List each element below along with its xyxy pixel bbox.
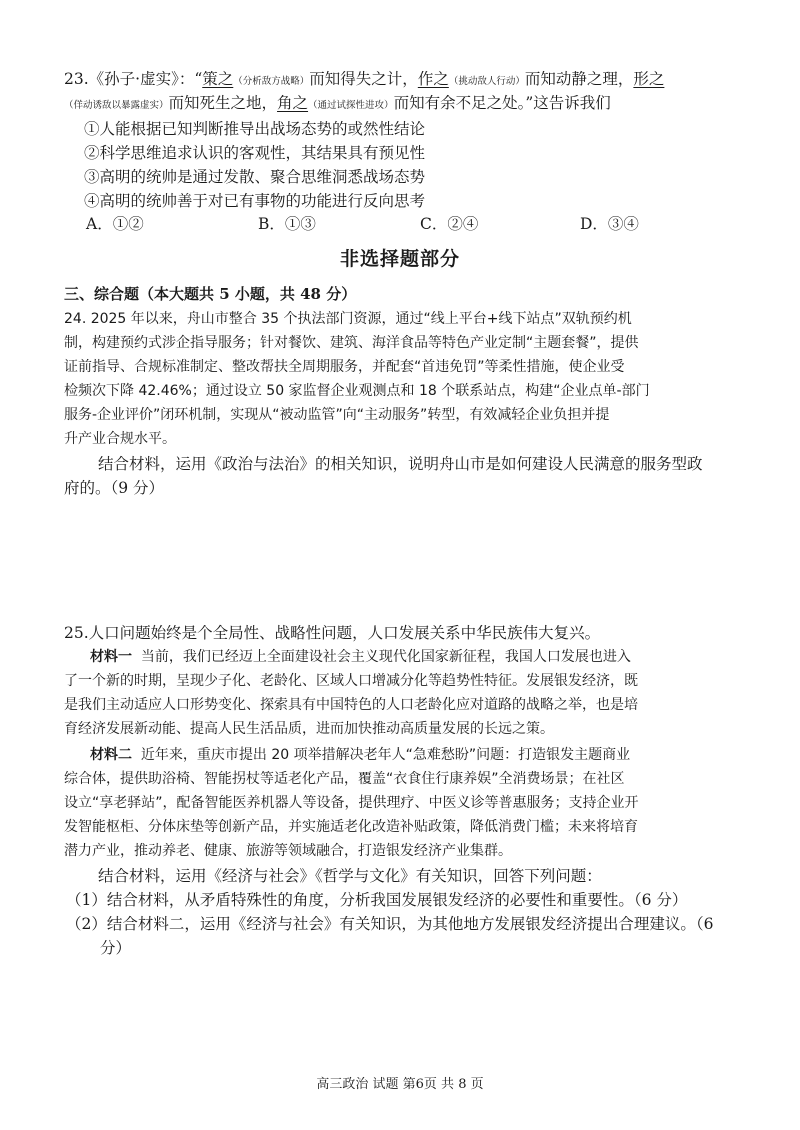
q24-task-2: 府的。（9 分）	[64, 479, 165, 497]
q25-material-2-line-1: 材料二 近年来，重庆市提出 20 项举措解决老年人“急难愁盼”问题：打造银发主题商业	[90, 747, 631, 763]
q23-term-1: 策之	[202, 70, 234, 88]
q23-item-4: ④高明的统帅善于对已有事物的功能进行反向思考	[84, 192, 426, 210]
q24-line-2: 制，构建预约式涉企指导服务；针对餐饮、建筑、海洋食品等特色产业定制“主题套餐”，提供	[64, 335, 639, 351]
q23-line-2: （佯动诱敌以暴露虚实）而知死生之地，角之（通过试探性进攻）而知有余不足之处。”这告诉我们	[64, 94, 611, 112]
q23-option-c[interactable]: C．②④	[420, 215, 479, 233]
q23-item-1: ①人能根据已知判断推导出战场态势的或然性结论	[84, 120, 426, 138]
q23-term-3: 形之	[633, 70, 665, 88]
q24-line-4: 检频次下降 42.46%；通过设立 50 家监督企业观测点和 18 个联系站点，构建“企业点单-部门	[64, 383, 650, 399]
q23-option-d[interactable]: D．③④	[580, 215, 639, 233]
q25-intro: 25.人口问题始终是个全局性、战略性问题，人口发展关系中华民族伟大复兴。	[64, 624, 601, 642]
q23-option-a[interactable]: A．①②	[86, 215, 144, 233]
q25-material-1-line-3: 是我们主动适应人口形势变化、探索具有中国特色的人口老龄化应对道路的战略之举，也是培	[64, 697, 638, 713]
q24-answer-area[interactable]	[64, 505, 744, 615]
q25-material-2-line-5: 潜力产业，推动养老、健康、旅游等领域融合，打造银发经济产业集群。	[64, 843, 512, 859]
q23-term-4: 角之	[277, 94, 309, 112]
q23-term-2: 作之	[417, 70, 449, 88]
q23-note-3: （佯动诱敌以暴露虚实）	[64, 100, 169, 111]
q25-sub-question-2a: （2）结合材料二，运用《经济与社会》有关知识，为其他地方发展银发经济提出合理建议。（6	[66, 915, 714, 933]
q25-task: 结合材料，运用《经济与社会》《哲学与文化》有关知识，回答下列问题：	[98, 867, 602, 885]
section-header: 三、综合题（本大题共 5 小题，共 48 分）	[64, 285, 357, 303]
q25-material-1-line-1: 材料一 当前，我们已经迈上全面建设社会主义现代化国家新征程，我国人口发展也进入	[90, 649, 631, 665]
q23-line-1: 23.《孙子·虚实》：“策之（分析敌方战略）而知得失之计，作之（挑动敌人行动）而知动静之理，形之	[64, 70, 665, 88]
q23-note-4: （通过试探性进攻）	[308, 100, 394, 111]
q25-material-2-line-3: 设立“享老驿站”，配备智能医养机器人等设备，提供理疗、中医义诊等普惠服务；支持企业开	[64, 795, 639, 811]
q25-material-1-line-4: 育经济发展新动能、提高人民生活品质，进而加快推动高质量发展的长远之策。	[64, 721, 554, 737]
q23-note-2: （挑动敌人行动）	[448, 76, 525, 87]
q24-line-6: 升产业合规水平。	[64, 431, 176, 447]
q25-sub-question-2b: 分）	[100, 939, 132, 957]
q25-material-2-line-4: 发智能枢柜、分体床垫等创新产品，并实施适老化改造补贴政策，降低消费门槛；未来将培育	[64, 819, 638, 835]
q25-material-1-line-2: 了一个新的时期，呈现少子化、老龄化、区域人口增减分化等趋势性特征。发展银发经济，既	[64, 673, 638, 689]
q23-item-3: ③高明的统帅是通过发散、聚合思维洞悉战场态势	[84, 168, 426, 186]
q24-line-5: 服务-企业评价”闭环机制，实现从“被动监管”向“主动服务”转型，有效减轻企业负担并提	[64, 407, 610, 423]
material-1-label: 材料一	[90, 649, 132, 665]
q25-material-2-line-2: 综合体，提供助浴椅、智能拐杖等适老化产品，覆盖“衣食住行康养娱”全消费场景；在社区	[64, 771, 625, 787]
q25-sub-question-1: （1）结合材料，从矛盾特殊性的角度，分析我国发展银发经济的必要性和重要性。（6 分）	[66, 891, 688, 909]
page-footer: 高三政治 试题 第6页 共 8 页	[316, 1077, 484, 1092]
q23-note-1: （分析敌方战略）	[233, 76, 310, 87]
q23-item-2: ②科学思维追求认识的客观性，其结果具有预见性	[84, 144, 426, 162]
q24-line-3: 证前指导、合规标准制定、整改帮扶全周期服务，并配套“首违免罚”等柔性措施，使企业受	[64, 359, 625, 375]
q24-line-1: 24. 2025 年以来，舟山市整合 35 个执法部门资源，通过“线上平台+线下站点”双轨预约机	[64, 311, 632, 327]
q24-task-1: 结合材料，运用《政治与法治》的相关知识，说明舟山市是如何建设人民满意的服务型政	[98, 455, 703, 473]
q23-option-b[interactable]: B．①③	[258, 215, 316, 233]
section-title: 非选择题部分	[339, 248, 460, 270]
material-2-label: 材料二	[90, 747, 132, 763]
